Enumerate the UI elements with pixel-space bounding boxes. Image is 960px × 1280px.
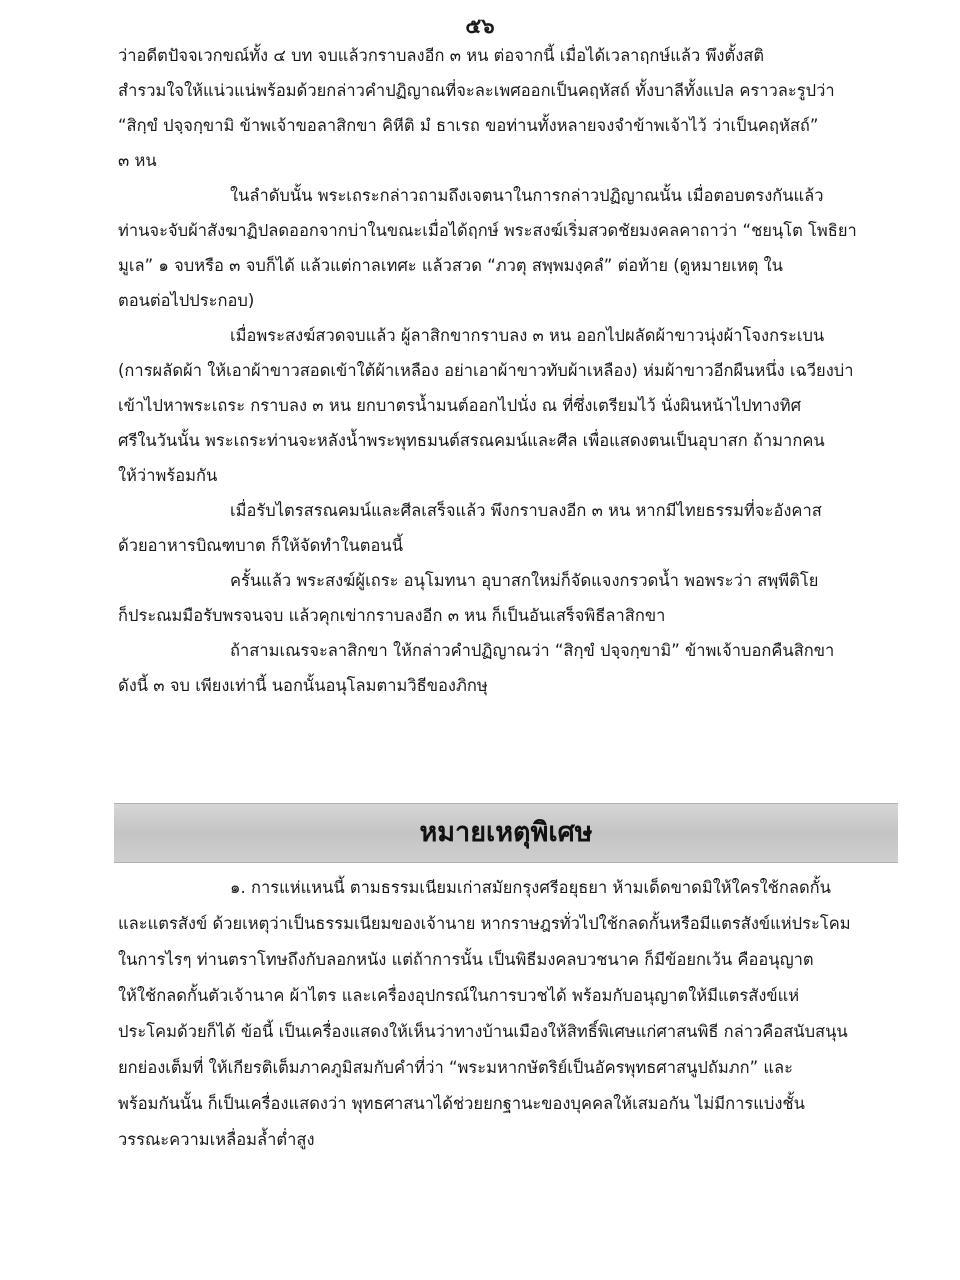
- text-line: ด้วยอาหารบิณฑบาต ก็ให้จัดทำในตอนนี้: [118, 536, 403, 555]
- paragraph: [118, 493, 893, 563]
- body-text: [118, 38, 893, 703]
- paragraph: [118, 633, 893, 703]
- text-line: สำรวมใจให้แน่วแน่พร้อมด้วยกล่าวคำปฏิญาณที่จะละเพศออกเป็นคฤหัสถ์ ทั้งบาลีทั้งแปล คราวละรูปว่า: [118, 81, 835, 100]
- paragraph: [118, 178, 893, 318]
- paragraph: [118, 318, 893, 493]
- paragraph: [118, 38, 893, 178]
- section-title: หมายเหตุพิเศษ: [419, 817, 593, 848]
- text-line: ดังนี้ ๓ จบ เพียงเท่านี้ นอกนั้นอนุโลมตามวิธีของภิกษุ: [118, 676, 488, 695]
- text-line: ๓ หน: [118, 151, 157, 170]
- text-line: ๑. การแห่แหนนี้ ตามธรรมเนียมเก่าสมัยกรุงศรีอยุธยา ห้ามเด็ดขาดมิให้ใครใช้กลดกั้น: [230, 878, 831, 897]
- text-line: ให้ใช้กลดกั้นตัวเจ้านาค ผ้าไตร และเครื่องอุปกรณ์ในการบวชได้ พร้อมกับอนุญาตให้มีแตรสังข์แห่: [118, 986, 800, 1005]
- text-line: เมื่อรับไตรสรณคมน์และศีลเสร็จแล้ว พึงกราบลงอีก ๓ หน หากมีไทยธรรมที่จะอังคาส: [230, 501, 822, 520]
- text-line: (การผลัดผ้า ให้เอาผ้าขาวสอดเข้าใต้ผ้าเหลือง อย่าเอาผ้าขาวทับผ้าเหลือง) ห่มผ้าขาวอีกผืนหนึ่ง เฉวียงบ่า: [118, 361, 854, 380]
- note-paragraph: [118, 870, 893, 1158]
- text-line: ให้ว่าพร้อมกัน: [118, 466, 218, 485]
- text-line: ในลำดับนั้น พระเถระกล่าวถามถึงเจตนาในการกล่าวปฏิญาณนั้น เมื่อตอบตรงกันแล้ว: [230, 186, 824, 205]
- text-line: เข้าไปหาพระเถระ กราบลง ๓ หน ยกบาตรน้ำมนต์ออกไปนั่ง ณ ที่ซึ่งเตรียมไว้ นั่งผินหน้าไปทางทิศ: [118, 396, 802, 415]
- text-line: ก็ประณมมือรับพรจนจบ แล้วคุกเข่ากราบลงอีก ๓ หน ก็เป็นอันเสร็จพิธีลาสิกขา: [118, 606, 666, 625]
- text-line: พร้อมกันนั้น ก็เป็นเครื่องแสดงว่า พุทธศาสนาได้ช่วยยกฐานะของบุคคลให้เสมอกัน ไม่มีการแบ่งชั้น: [118, 1094, 805, 1113]
- text-line: ว่าอดีตปัจจเวกขณ์ทั้ง ๔ บท จบแล้วกราบลงอีก ๓ หน ต่อจากนี้ เมื่อได้เวลาฤกษ์แล้ว พึงตั้งสติ: [118, 46, 765, 65]
- page-number: ๕๖: [465, 14, 495, 38]
- text-line: ยกย่องเต็มที่ ให้เกียรติเต็มภาคภูมิสมกับคำที่ว่า “พระมหากษัตริย์เป็นอัครพุทธศาสนูปถัมภก” และ: [118, 1058, 793, 1077]
- text-line: ครั้นแล้ว พระสงฆ์ผู้เถระ อนุโมทนา อุบาสกใหม่ก็จัดแจงกรวดน้ำ พอพระว่า สพฺพีติโย: [230, 571, 819, 590]
- text-line: ถ้าสามเณรจะลาสิกขา ให้กล่าวคำปฏิญาณว่า “สิกฺขํ ปจฺจกฺขามิ” ข้าพเจ้าบอกคืนสิกขา: [230, 641, 835, 660]
- section-heading-bar: [114, 803, 898, 863]
- text-line: วรรณะความเหลื่อมล้ำต่ำสูง: [118, 1130, 315, 1149]
- text-line: ท่านจะจับผ้าสังฆาฏิปลดออกจากบ่าในขณะเมื่อได้ฤกษ์ พระสงฆ์เริ่มสวดชัยมงคลคาถาว่า “ชยนฺโต โพธิยา: [118, 221, 857, 240]
- text-line: และแตรสังข์ ด้วยเหตุว่าเป็นธรรมเนียมของเจ้านาย หากราษฎรทั่วไปใช้กลดกั้นหรือมีแตรสังข์แห่ประโคม: [118, 914, 851, 933]
- text-line: ในการไรๆ ท่านตราโทษถึงกับลอกหนัง แต่ถ้าการนั้น เป็นพิธีมงคลบวชนาค ก็มีข้อยกเว้น คืออนุญาต: [118, 950, 814, 969]
- text-line: เมื่อพระสงฆ์สวดจบแล้ว ผู้ลาสิกขากราบลง ๓ หน ออกไปผลัดผ้าขาวนุ่งผ้าโจงกระเบน: [230, 326, 825, 345]
- text-line: ศรีในวันนั้น พระเถระท่านจะหลังน้ำพระพุทธมนต์สรณคมน์และศีล เพื่อแสดงตนเป็นอุบาสก ถ้ามากคน: [118, 431, 825, 450]
- text-line: มูเล” ๑ จบหรือ ๓ จบก็ได้ แล้วแต่กาลเทศะ แล้วสวด “ภวตุ สพฺพมงฺคลํ” ต่อท้าย (ดูหมายเหตุ ใน: [118, 256, 783, 275]
- text-line: “สิกฺขํ ปจฺจกฺขามิ ข้าพเจ้าขอลาสิกขา คิหีติ มํ ธาเรถ ขอท่านทั้งหลายจงจำข้าพเจ้าไว้ ว่าเป็นคฤหัสถ์”: [118, 116, 819, 135]
- text-line: ตอนต่อไปประกอบ): [118, 291, 255, 310]
- text-line: ประโคมด้วยก็ได้ ข้อนี้ เป็นเครื่องแสดงให้เห็นว่าทางบ้านเมืองให้สิทธิ์พิเศษแก่ศาสนพิธี กล่าวคือสนับสนุน: [118, 1022, 848, 1041]
- notes-text: [118, 870, 893, 1158]
- paragraph: [118, 563, 893, 633]
